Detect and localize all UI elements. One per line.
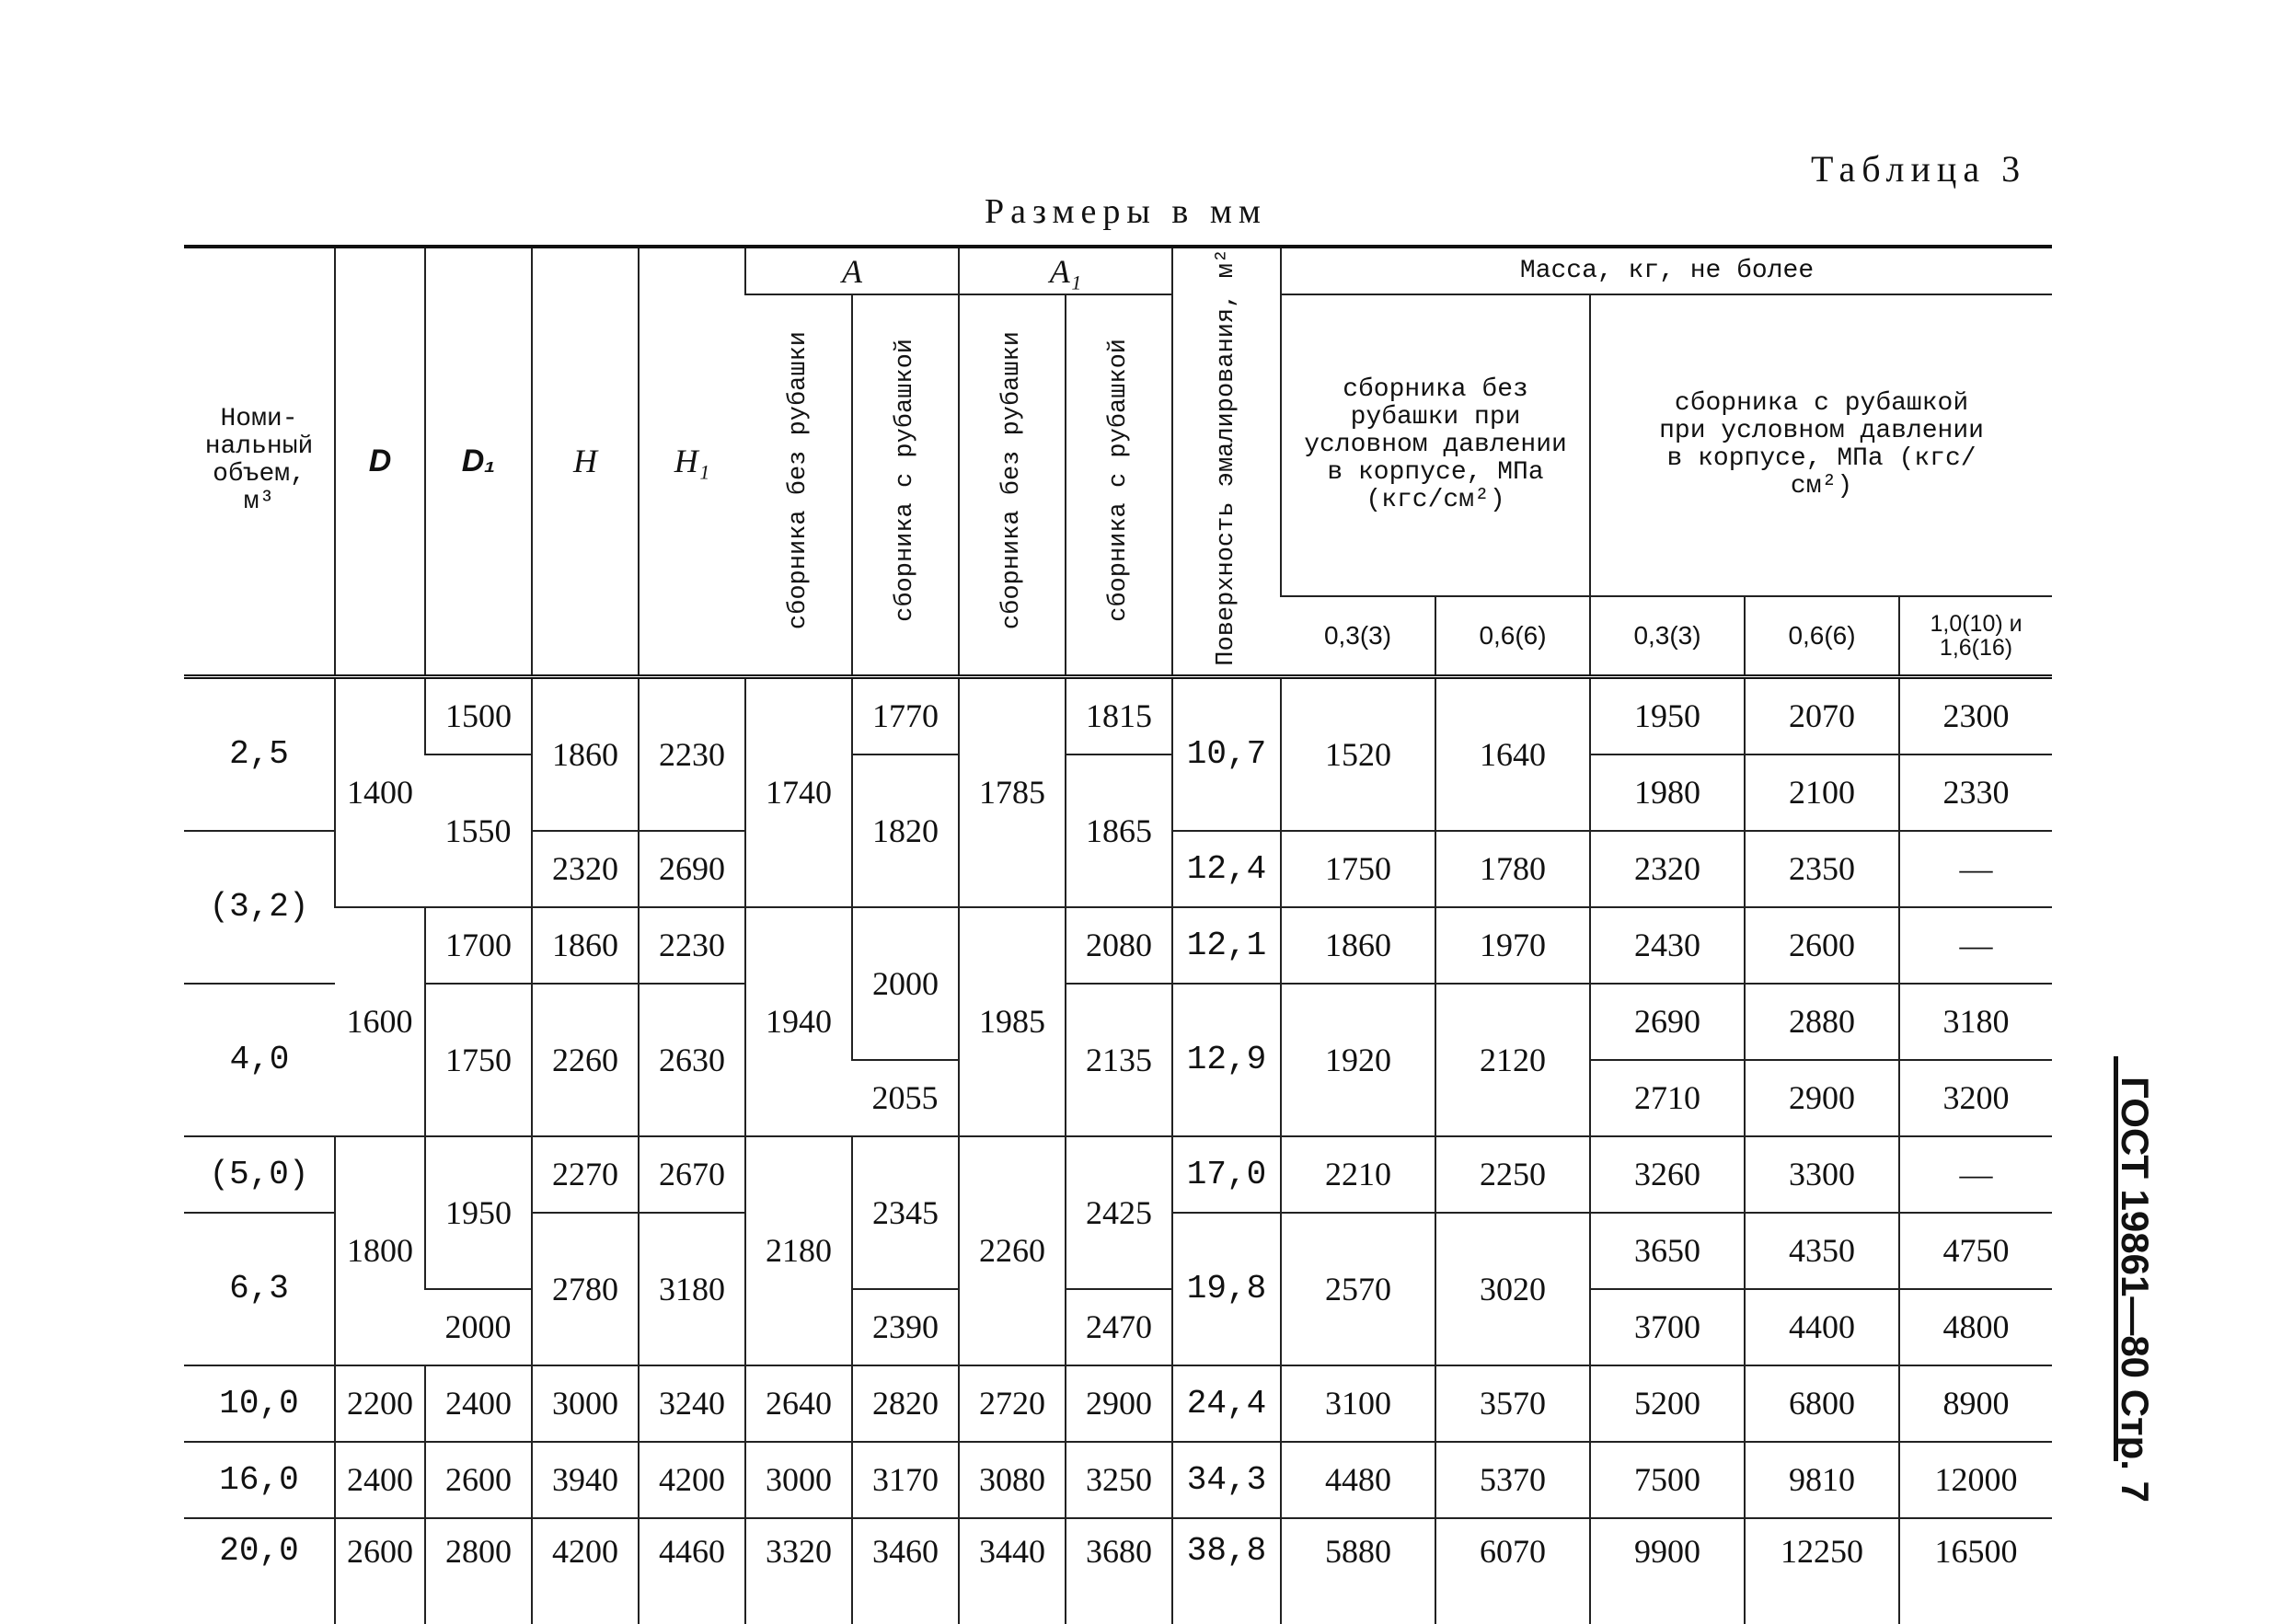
cell-r12-h1: 4460 — [639, 1518, 745, 1624]
cell-r11-h1: 4200 — [639, 1442, 745, 1518]
cell-r1-vol: 2,5 — [184, 676, 335, 831]
cell-r9-j1: 3700 — [1590, 1289, 1745, 1365]
header-p03-b: 0,3(3) — [1590, 596, 1745, 676]
cell-r4-j1: 2430 — [1590, 907, 1745, 984]
cell-r9-j3: 4800 — [1899, 1289, 2052, 1365]
cell-r10-a1-j: 2900 — [1066, 1365, 1172, 1442]
cell-r2-a1-j: 1865 — [1066, 754, 1172, 907]
cell-r2-d1: 1550 — [425, 754, 532, 907]
cell-r12-vol: 20,0 — [184, 1518, 335, 1624]
cell-r11-m2: 5370 — [1435, 1442, 1590, 1518]
cell-r2-j1: 1980 — [1590, 754, 1745, 831]
units-note: Размеры в мм — [985, 192, 1267, 231]
table-row — [184, 1136, 2052, 1213]
cell-r5-s: 12,9 — [1172, 984, 1281, 1136]
cell-r7-vol: (5,0) — [184, 1136, 335, 1213]
cell-r12-a1-nj: 3440 — [959, 1518, 1066, 1624]
cell-r8-vol: 6,3 — [184, 1213, 335, 1365]
cell-r3-j1: 2320 — [1590, 831, 1745, 907]
header-vertical-text: сборника с рубашкой — [892, 339, 919, 623]
cell-r10-a1-nj: 2720 — [959, 1365, 1066, 1442]
cell-r1-m2: 1640 — [1435, 676, 1590, 831]
cell-r4-j2: 2600 — [1745, 907, 1899, 984]
cell-r11-m1: 4480 — [1281, 1442, 1435, 1518]
cell-r12-a-j: 3460 — [852, 1518, 959, 1624]
header-p06-a: 0,6(6) — [1435, 596, 1590, 676]
header-vertical-text: сборника без рубашки — [784, 331, 813, 630]
cell-r1-a1-j: 1815 — [1066, 676, 1172, 754]
cell-r3-m2: 1780 — [1435, 831, 1590, 907]
header-surface — [1172, 247, 1281, 676]
dimensions-table — [184, 245, 2052, 1624]
cell-r10-d: 2200 — [335, 1365, 425, 1442]
cell-r3-s: 12,4 — [1172, 831, 1281, 907]
cell-r4-h: 1860 — [532, 907, 639, 984]
cell-r4-a-nj: 1940 — [745, 907, 852, 1136]
header-D: D — [335, 247, 425, 676]
cell-r12-j3: 16500 — [1899, 1518, 2052, 1624]
cell-r11-j3: 12000 — [1899, 1442, 2052, 1518]
header-A: A — [745, 247, 959, 294]
cell-r10-a-nj: 2640 — [745, 1365, 852, 1442]
header-vertical-text: сборника с рубашкой — [1105, 339, 1133, 623]
cell-r7-a1-nj: 2260 — [959, 1136, 1066, 1365]
cell-r10-s: 24,4 — [1172, 1365, 1281, 1442]
cell-r1-j1: 1950 — [1590, 676, 1745, 754]
cell-r1-j2: 2070 — [1745, 676, 1899, 754]
cell-r4-j3: — — [1899, 907, 2052, 984]
cell-r8-m1: 2570 — [1281, 1213, 1435, 1365]
cell-r11-s: 34,3 — [1172, 1442, 1281, 1518]
cell-r7-j3: — — [1899, 1136, 2052, 1213]
header-mass-jacket: сборника с рубашкой при условном давлении в корпусе, МПа (кгс/см²) — [1590, 294, 2052, 596]
header-A-jacket — [852, 294, 959, 676]
cell-r10-h: 3000 — [532, 1365, 639, 1442]
table-row — [184, 984, 2052, 1060]
cell-r11-a1-nj: 3080 — [959, 1442, 1066, 1518]
cell-r5-m2: 2120 — [1435, 984, 1590, 1136]
cell-r10-a-j: 2820 — [852, 1365, 959, 1442]
cell-r12-s: 38,8 — [1172, 1518, 1281, 1624]
cell-r10-j2: 6800 — [1745, 1365, 1899, 1442]
cell-r4-m2: 1970 — [1435, 907, 1590, 984]
cell-r3-j2: 2350 — [1745, 831, 1899, 907]
cell-r4-a1-nj: 1985 — [959, 907, 1066, 1136]
cell-r7-d1: 1950 — [425, 1136, 532, 1289]
cell-r11-a1-j: 3250 — [1066, 1442, 1172, 1518]
cell-r8-j1: 3650 — [1590, 1213, 1745, 1289]
cell-r10-d1: 2400 — [425, 1365, 532, 1442]
cell-r7-a-nj: 2180 — [745, 1136, 852, 1365]
cell-r12-d1: 2800 — [425, 1518, 532, 1624]
header-mass: Масса, кг, не более — [1281, 247, 2052, 294]
cell-r5-vol: 4,0 — [184, 984, 335, 1136]
cell-r4-d1: 1700 — [425, 907, 532, 984]
cell-r4-m1: 1860 — [1281, 907, 1435, 984]
cell-r1-d: 1400 — [335, 676, 425, 907]
table-row — [184, 1442, 2052, 1518]
header-p03-a: 0,3(3) — [1281, 596, 1435, 676]
header-A1-jacket — [1066, 294, 1172, 676]
cell-r5-j1: 2690 — [1590, 984, 1745, 1060]
header-A-no-jacket — [745, 294, 852, 676]
cell-r1-d1: 1500 — [425, 676, 532, 754]
cell-r11-j2: 9810 — [1745, 1442, 1899, 1518]
cell-r10-m2: 3570 — [1435, 1365, 1590, 1442]
cell-r8-j3: 4750 — [1899, 1213, 2052, 1289]
cell-r6-j2: 2900 — [1745, 1060, 1899, 1136]
cell-r6-j3: 3200 — [1899, 1060, 2052, 1136]
table-row — [184, 1289, 2052, 1365]
cell-r1-a-nj: 1740 — [745, 676, 852, 907]
cell-r12-m1: 5880 — [1281, 1518, 1435, 1624]
cell-r6-j1: 2710 — [1590, 1060, 1745, 1136]
cell-r9-a-j: 2390 — [852, 1289, 959, 1365]
cell-r1-s: 10,7 — [1172, 676, 1281, 831]
header-D1: D₁ — [425, 247, 532, 676]
header-nominal-volume: Номи-нальный объем, м³ — [184, 247, 335, 676]
cell-r1-h: 1860 — [532, 676, 639, 831]
cell-r5-h: 2260 — [532, 984, 639, 1136]
cell-r8-m2: 3020 — [1435, 1213, 1590, 1365]
cell-r5-d1: 1750 — [425, 984, 532, 1136]
table-row — [184, 754, 2052, 831]
cell-r6-a-j: 2055 — [852, 1060, 959, 1136]
cell-r8-h: 2780 — [532, 1213, 639, 1365]
cell-r3-j3: — — [1899, 831, 2052, 907]
header-A1: A₁ — [959, 247, 1172, 294]
cell-r12-j2: 12250 — [1745, 1518, 1899, 1624]
cell-r10-m1: 3100 — [1281, 1365, 1435, 1442]
cell-r3-h1: 2690 — [639, 831, 745, 907]
cell-r1-a-j: 1770 — [852, 676, 959, 754]
cell-r7-d: 1800 — [335, 1136, 425, 1365]
cell-r3-h: 2320 — [532, 831, 639, 907]
cell-r5-m1: 1920 — [1281, 984, 1435, 1136]
cell-r7-m1: 2210 — [1281, 1136, 1435, 1213]
cell-r7-j2: 3300 — [1745, 1136, 1899, 1213]
cell-r11-a-nj: 3000 — [745, 1442, 852, 1518]
table-row — [184, 1365, 2052, 1442]
cell-r12-d: 2600 — [335, 1518, 425, 1624]
header-A1-no-jacket — [959, 294, 1066, 676]
header-p10: 1,0(10) и 1,6(16) — [1899, 596, 2052, 676]
cell-r2-j2: 2100 — [1745, 754, 1899, 831]
cell-r3-m1: 1750 — [1281, 831, 1435, 907]
cell-r2-j3: 2330 — [1899, 754, 2052, 831]
cell-r4-a1-j: 2080 — [1066, 907, 1172, 984]
cell-r8-h1: 3180 — [639, 1213, 745, 1365]
table-row — [184, 1518, 2052, 1624]
cell-r12-h: 4200 — [532, 1518, 639, 1624]
cell-r7-s: 17,0 — [1172, 1136, 1281, 1213]
cell-r4-s: 12,1 — [1172, 907, 1281, 984]
cell-r1-a1-nj: 1785 — [959, 676, 1066, 907]
cell-r10-j1: 5200 — [1590, 1365, 1745, 1442]
cell-r8-s: 19,8 — [1172, 1213, 1281, 1365]
table-row — [184, 676, 2052, 754]
cell-r7-a-j: 2345 — [852, 1136, 959, 1289]
table-row — [184, 907, 2052, 984]
table-caption: Таблица 3 — [1811, 148, 2027, 190]
cell-r7-h: 2270 — [532, 1136, 639, 1213]
cell-r7-a1-j: 2425 — [1066, 1136, 1172, 1289]
cell-r12-j1: 9900 — [1590, 1518, 1745, 1624]
cell-r5-h1: 2630 — [639, 984, 745, 1136]
cell-r5-j3: 3180 — [1899, 984, 2052, 1060]
page-side-label: ГОСТ 19861—80 Стр. 7 — [2114, 1077, 2157, 1503]
header-H: H — [532, 247, 639, 676]
cell-r10-j3: 8900 — [1899, 1365, 2052, 1442]
cell-r4-d: 1600 — [335, 907, 425, 1136]
cell-r3-vol: (3,2) — [184, 831, 335, 984]
cell-r7-m2: 2250 — [1435, 1136, 1590, 1213]
cell-r11-d1: 2600 — [425, 1442, 532, 1518]
cell-r5-j2: 2880 — [1745, 984, 1899, 1060]
cell-r1-h1: 2230 — [639, 676, 745, 831]
cell-r9-d1: 2000 — [425, 1289, 532, 1365]
header-surface-text: Поверхность эмалирования, м² — [1213, 248, 1241, 666]
header-mass-no-jacket: сборника без рубашки при условном давлении в корпусе, МПа (кгс/см²) — [1281, 294, 1590, 596]
cell-r8-j2: 4350 — [1745, 1213, 1899, 1289]
cell-r4-a-j: 2000 — [852, 907, 959, 1060]
header-p06-b: 0,6(6) — [1745, 596, 1899, 676]
cell-r12-a1-j: 3680 — [1066, 1518, 1172, 1624]
cell-r2-a-j: 1820 — [852, 754, 959, 907]
cell-r11-a-j: 3170 — [852, 1442, 959, 1518]
cell-r9-a1-j: 2470 — [1066, 1289, 1172, 1365]
header-vertical-text: сборника без рубашки — [998, 331, 1026, 630]
cell-r10-h1: 3240 — [639, 1365, 745, 1442]
cell-r11-j1: 7500 — [1590, 1442, 1745, 1518]
cell-r11-h: 3940 — [532, 1442, 639, 1518]
cell-r7-j1: 3260 — [1590, 1136, 1745, 1213]
cell-r12-m2: 6070 — [1435, 1518, 1590, 1624]
header-H1: H₁ — [639, 247, 745, 676]
cell-r1-j3: 2300 — [1899, 676, 2052, 754]
cell-r5-a1-j: 2135 — [1066, 984, 1172, 1136]
cell-r11-d: 2400 — [335, 1442, 425, 1518]
cell-r10-vol: 10,0 — [184, 1365, 335, 1442]
cell-r1-m1: 1520 — [1281, 676, 1435, 831]
cell-r11-vol: 16,0 — [184, 1442, 335, 1518]
cell-r7-h1: 2670 — [639, 1136, 745, 1213]
cell-r9-j2: 4400 — [1745, 1289, 1899, 1365]
cell-r4-h1: 2230 — [639, 907, 745, 984]
cell-r12-a-nj: 3320 — [745, 1518, 852, 1624]
